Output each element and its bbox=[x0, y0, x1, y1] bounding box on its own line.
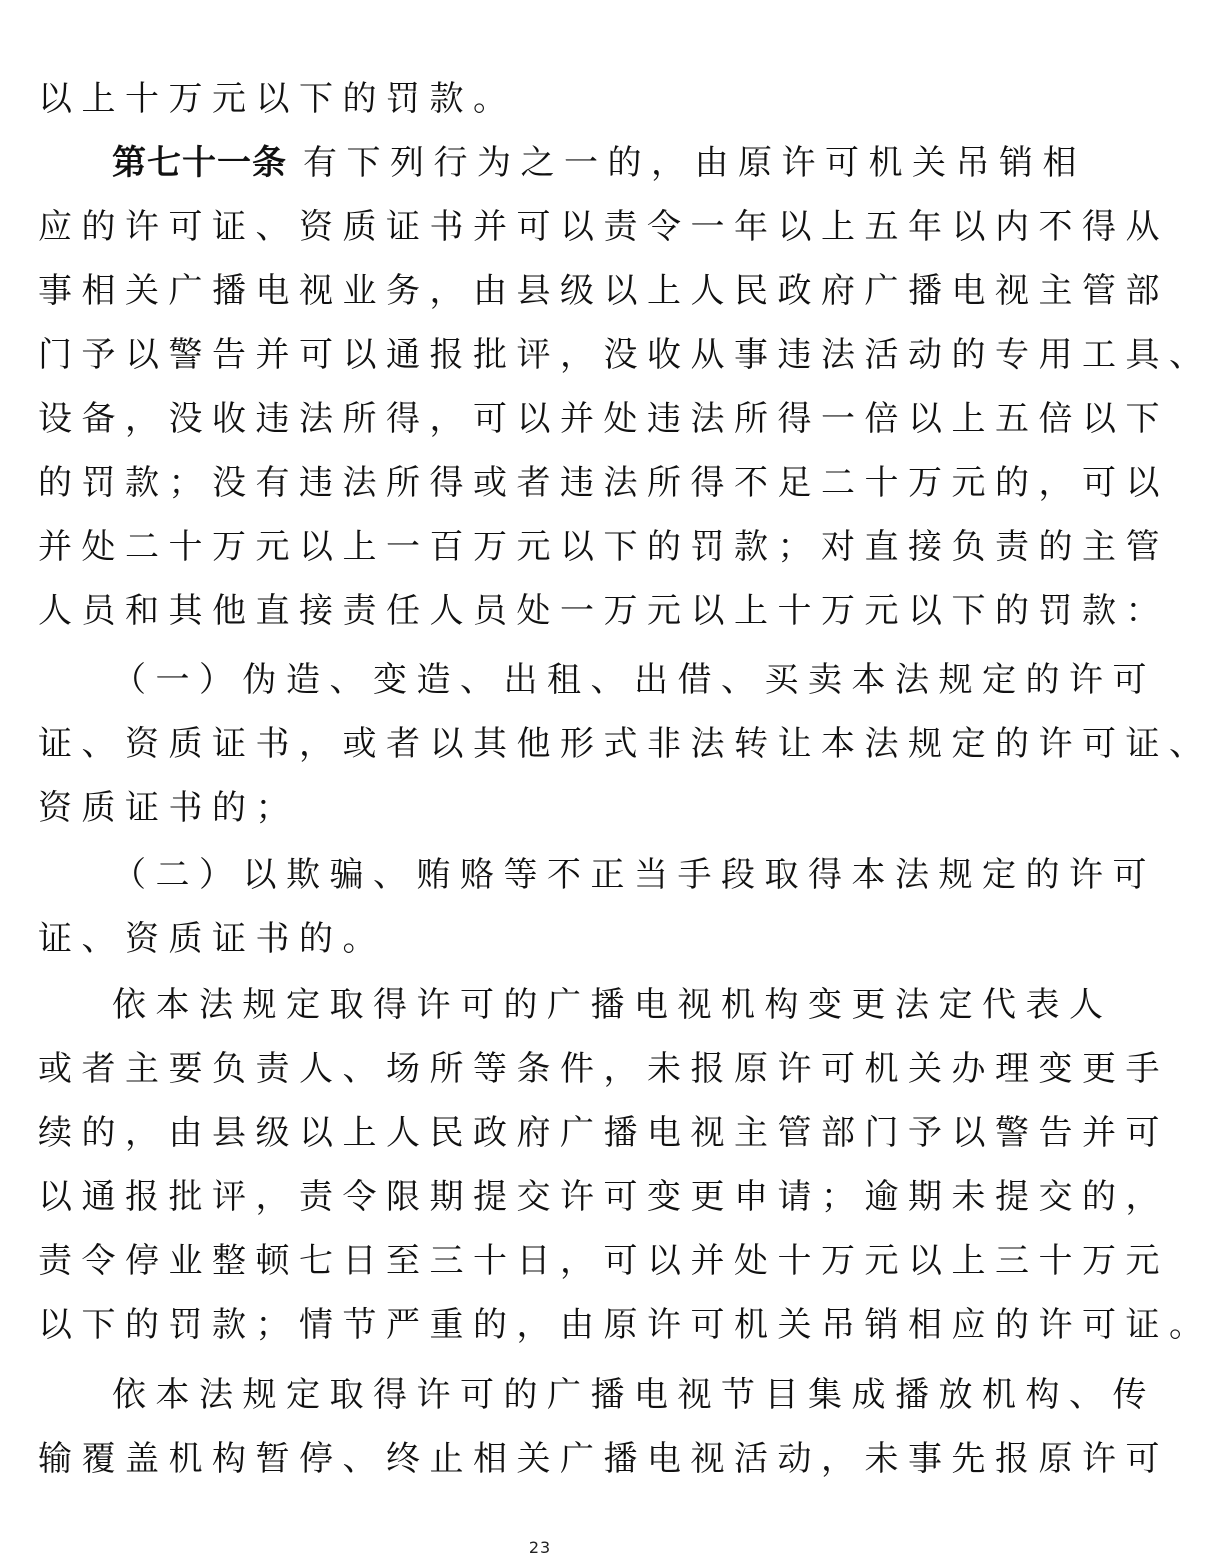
text-line: 责令停业整顿七日至三十日，可以并处十万元以上三十万元 bbox=[38, 1241, 1169, 1281]
text-line: 的罚款；没有违法所得或者违法所得不足二十万元的，可以 bbox=[38, 463, 1169, 503]
text-line: 并处二十万元以上一百万元以下的罚款；对直接负责的主管 bbox=[38, 527, 1169, 567]
text-line: 证、资质证书，或者以其他形式非法转让本法规定的许可证、 bbox=[38, 724, 1213, 764]
text-line: 设备，没收违法所得，可以并处违法所得一倍以上五倍以下 bbox=[38, 399, 1169, 439]
text-line: 应的许可证、资质证书并可以责令一年以上五年以内不得从 bbox=[38, 207, 1169, 247]
text-line: 以下的罚款；情节严重的，由原许可机关吊销相应的许可证。 bbox=[38, 1305, 1213, 1345]
text-line: 输覆盖机构暂停、终止相关广播电视活动，未事先报原许可 bbox=[38, 1439, 1169, 1479]
article-first-line bbox=[112, 143, 1086, 183]
paragraph-first-line: 依本法规定取得许可的广播电视机构变更法定代表人 bbox=[112, 985, 1113, 1025]
article-text: 有下列行为之一的，由原许可机关吊销相 bbox=[303, 143, 1086, 183]
list-item-line: （一）伪造、变造、出租、出借、买卖本法规定的许可 bbox=[112, 660, 1156, 700]
text-line: 资质证书的； bbox=[38, 788, 299, 828]
text-line: 或者主要负责人、场所等条件，未报原许可机关办理变更手 bbox=[38, 1049, 1169, 1089]
text-line: 证、资质证书的。 bbox=[38, 919, 386, 959]
text-line: 以通报批评，责令限期提交许可变更申请；逾期未提交的， bbox=[38, 1177, 1169, 1217]
text-line: 事相关广播电视业务，由县级以上人民政府广播电视主管部 bbox=[38, 271, 1169, 311]
article-title: 第七十一条 bbox=[112, 143, 287, 183]
text-line: 门予以警告并可以通报批评，没收从事违法活动的专用工具、 bbox=[38, 335, 1213, 375]
page-number: 23 bbox=[528, 1538, 552, 1557]
text-line: 续的，由县级以上人民政府广播电视主管部门予以警告并可 bbox=[38, 1113, 1169, 1153]
text-line: 以上十万元以下的罚款。 bbox=[38, 79, 517, 119]
text-line: 人员和其他直接责任人员处一万元以上十万元以下的罚款： bbox=[38, 591, 1169, 631]
paragraph-first-line: 依本法规定取得许可的广播电视节目集成播放机构、传 bbox=[112, 1375, 1156, 1415]
list-item-line: （二）以欺骗、贿赂等不正当手段取得本法规定的许可 bbox=[112, 855, 1156, 895]
